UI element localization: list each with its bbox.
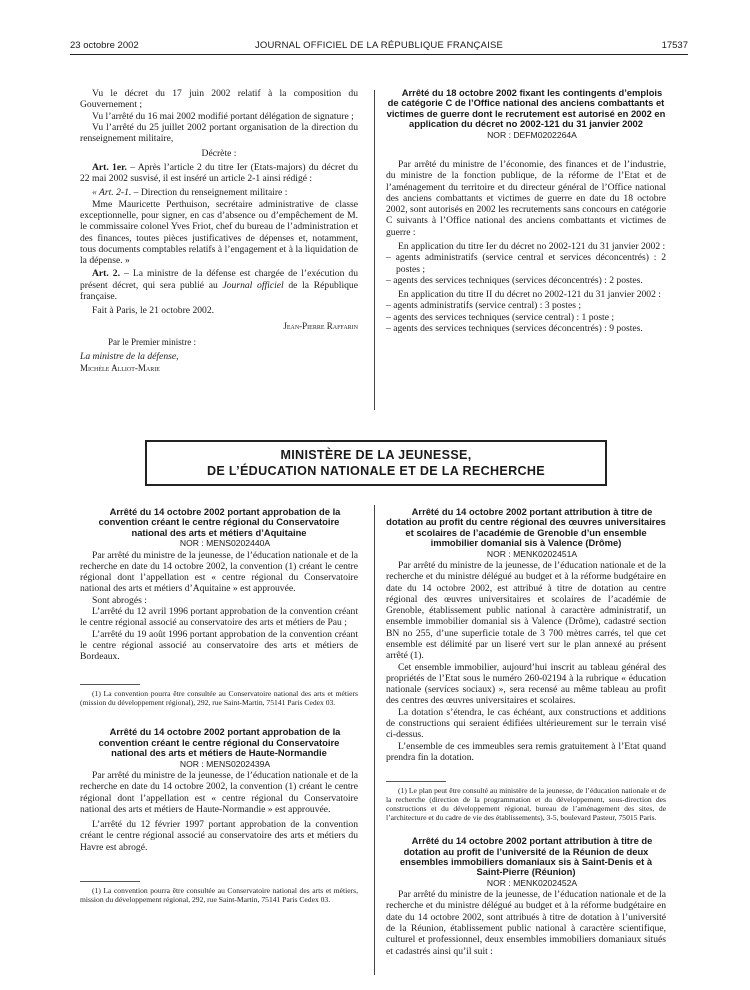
paragraph: Vu le décret du 17 juin 2002 relatif à la composition du Gouvernement ; (80, 88, 358, 111)
ministre-role-text: La ministre de la défense, (80, 351, 179, 363)
article-text: – La ministre de la défense est chargée de l’exécution du présent décret, qui sera publié au (80, 268, 358, 291)
bottom-left-column (80, 507, 358, 904)
fait-line: Fait à Paris, le 21 octobre 2002. (92, 305, 215, 317)
article-text: – Direction du renseignement militaire : (131, 187, 288, 199)
paragraph: L’arrêté du 12 avril 1996 portant approbation de la convention créant le centre régional associé au conservatoire des arts et métiers de Pau ; (80, 606, 358, 629)
signature-ministre: Michèle Alliot-Marie (80, 362, 160, 373)
paragraph: L’arrêté du 19 août 1996 portant approbation de la convention créant le centre régional associé au conservatoire des arts et métiers de Bordeaux. (80, 628, 358, 663)
ministre-role (80, 351, 358, 362)
header-page-number: 17537 (661, 40, 688, 51)
signature-pm: Jean-Pierre Raffarin (283, 320, 358, 331)
paragraph: Vu l’arrêté du 16 mai 2002 modifié portant délégation de signature ; (92, 110, 354, 122)
footnote-rule (80, 684, 140, 685)
paragraph: En application du titre II du décret no 2002-121 du 31 janvier 2002 : (398, 289, 661, 301)
top-left-column (80, 88, 358, 374)
bottom-right-column (386, 507, 666, 957)
article-1 (80, 162, 358, 185)
nor-reference: NOR : MENS0202439A (179, 758, 271, 769)
paragraph: L’arrêté du 12 février 1997 portant approbation de la convention créant le centre régional associé au conservatoire des arts et métiers du Havre est abrogé. (80, 819, 358, 853)
footnote: (1) La convention pourra être consultée au Conservatoire national des arts et métiers, mission du développement régional, 292, rue Saint-Martin, 75141 Paris Cedex 03. (80, 886, 358, 905)
nor-reference: NOR : MENK0202452A (486, 877, 578, 888)
header-title: JOURNAL OFFICIEL DE LA RÉPUBLIQUE FRANÇAISE (254, 40, 504, 51)
arrete-title: Arrêté du 14 octobre 2002 portant attribution à titre de dotation au profit de l’université de la Réunion de deux ensembles immobiliers domaniaux sis à Saint-Denis et à Saint-Pierre (Réunion) (399, 835, 653, 878)
article-2 (80, 268, 358, 302)
list-item: – agents des services techniques (services déconcentrés) : 2 postes. (386, 274, 643, 286)
list-item: – agents des services techniques (service central) : 1 poste ; (386, 311, 615, 323)
footnote-rule (386, 781, 446, 782)
paragraph: En application du titre Ier du décret no 2002-121 du 31 janvier 2002 : (398, 241, 666, 252)
paragraph: Sont abrogés : (92, 594, 147, 606)
article-text: – Après l’article 2 du titre Ier (Etats-majors) du décret du 22 mai 2002 susvisé, il est inséré un article 2-1 ainsi rédigé : (80, 161, 359, 185)
nor-reference: NOR : MENK0202451A (486, 548, 578, 559)
decrete-label: Décrète : (201, 148, 237, 160)
header-date: 23 octobre 2002 (70, 40, 139, 51)
ministry-line-1: MINISTÈRE DE LA JEUNESSE, (280, 448, 472, 462)
paragraph: Par arrêté du ministre de la jeunesse, de l’éducation nationale et de la recherche et du ministre délégué au budget et à la réforme budgétaire en date du 14 octobre 2002, est attribué à titre de dotation au centre régional des œuvres universitaires et scolaires de l’académie de Grenoble, établissement public national à caractère administratif, un ensemble immobilier domanial sis à Valence (Drôme), cadastré section BN no 255, d’une superficie totale de 3 700 mètres carrés, tel que cet ensemble est délimité par un liseré vert sur le plan annexé au présent arrêté (1). (386, 559, 666, 662)
page-header (70, 40, 688, 54)
paragraph: Par arrêté du ministre de la jeunesse, de l’éducation nationale et de la recherche et du ministre délégué au budget et à la réforme budgétaire en date du 14 octobre 2002, sont attribués à titre de dotation à l’université de la Réunion, établissement public national à caractère scientifique, culturel et professionnel, deux ensembles immobiliers domaniaux situés et cadastrés ainsi qu’il suit : (386, 889, 666, 957)
arrete-title: Arrêté du 18 octobre 2002 fixant les contingents d’emplois de catégorie C de l’Office national des anciens combattants et victimes de guerre dont le recrutement est autorisé en 2002 en application du décret no 2002-121 du 31 janvier 2002 (386, 87, 666, 130)
article-text: de la République française. (80, 279, 358, 303)
ministry-heading-box (145, 440, 607, 486)
article-label: Art. 2. (92, 268, 120, 280)
nor-reference: NOR : DEFM0202264A (487, 129, 577, 140)
list-item: – agents administratifs (service central) : 3 postes ; (386, 300, 582, 312)
article-2-1 (80, 187, 358, 198)
article-label: « Art. 2-1. (92, 187, 132, 199)
footnote: (1) La convention pourra être consultée au Conservatoire national des arts et métiers (mission du développement régional), 292, rue Saint-Martin, 75141 Paris Cedex 03. (80, 689, 358, 708)
nor-reference: NOR : MENS0202440A (179, 538, 271, 549)
paragraph: Par arrêté du ministre de la jeunesse, de l’éducation nationale et de la recherche en date du 14 octobre 2002, la convention (1) créant le centre régional dont l’appellation est « centre régional du Conservatoire national des arts et métiers d’Aquitaine » est approuvée. (80, 549, 358, 595)
par-le-premier-ministre: Par le Premier ministre : (108, 336, 196, 347)
paragraph: La dotation s’étendra, le cas échéant, aux constructions et additions de constructions qui seraient édifiées ultérieurement sur le terrain visé ci-dessus. (386, 706, 666, 741)
header-rule (70, 54, 688, 55)
paragraph: L’ensemble de ces immeubles sera remis gratuitement à l’Etat quand prendra fin la dotation. (386, 740, 666, 763)
top-right-column (386, 88, 666, 334)
column-divider (374, 505, 375, 975)
footnote: (1) Le plan peut être consulté au ministère de la jeunesse, de l’éducation nationale et de la recherche (direction de la programmation et du développement, sous-direction des constructions et du développement régional, bureau de l’aménagement des sites, de l’architecture et du cadre de vie des établissements), 3-5, boulevard Pasteur, 75015 Paris. (386, 786, 666, 823)
paragraph: Vu l’arrêté du 25 juillet 2002 portant organisation de la direction du renseignement militaire, (80, 121, 358, 145)
paragraph: Mme Mauricette Perthuison, secrétaire administrative de classe exceptionnelle, pour signer, en cas d’absence ou d’empêchement de M. le commissaire colonel Yves Friot, chef du bureau de l’administration et des finances, toutes pièces justificatives de dépenses et, notamment, tous documents comptables relatifs à l’engagement et à la liquidation de la dépense. » (80, 198, 358, 267)
paragraph: Cet ensemble immobilier, aujourd’hui inscrit au tableau général des propriétés de l’Etat sous le numéro 260-02194 à la rubrique « éducation nationale (services sociaux) », sera recensé au même tableau au profit des centres des œuvres universitaires et scolaires. (386, 661, 666, 707)
arrete-title: Arrêté du 14 octobre 2002 portant approbation de la convention créant le centre régional du Conservatoire national des arts et métiers d’Aquitaine (98, 506, 341, 538)
paragraph: Par arrêté du ministre de la jeunesse, de l’éducation nationale et de la recherche en date du 14 octobre 2002, la convention (1) créant le centre régional dont l’appellation est « centre régional du Conservatoire national des arts et métiers de Haute-Normandie » est approuvée. (80, 770, 358, 815)
ministry-line-2: DE L’ÉDUCATION NATIONALE ET DE LA RECHERCHE (206, 464, 545, 478)
paragraph: Par arrêté du ministre de l’économie, des finances et de l’industrie, du ministre de la fonction publique, de la réforme de l’Etat et de l’aménagement du territoire et du directeur général de l’Office national des anciens combattants et victimes de guerre en date du 18 octobre 2002, sont autorisés en 2002 les recrutements sans concours en catégorie C suivants à l’Office national des anciens combattants et victimes de guerre : (386, 158, 666, 238)
footnote-rule (80, 881, 140, 882)
list-item: – agents administratifs (service central et services déconcentrés) : 2 postes ; (386, 252, 666, 275)
arrete-title: Arrêté du 14 octobre 2002 portant attribution à titre de dotation au profit du centre régional des œuvres universitaires et scolaires de l’académie de Grenoble d’un ensemble immobilier domanial sis à Valence (Drôme) (386, 506, 666, 549)
journal-name: Journal officiel (222, 279, 284, 291)
article-label: Art. 1er. (92, 161, 127, 173)
list-item: – agents des services techniques (services déconcentrés) : 9 postes. (386, 323, 643, 335)
arrete-title: Arrêté du 14 octobre 2002 portant approbation de la convention créant le centre régional du Conservatoire national des arts et métiers de Haute-Normandie (98, 726, 341, 759)
column-divider (374, 90, 375, 410)
